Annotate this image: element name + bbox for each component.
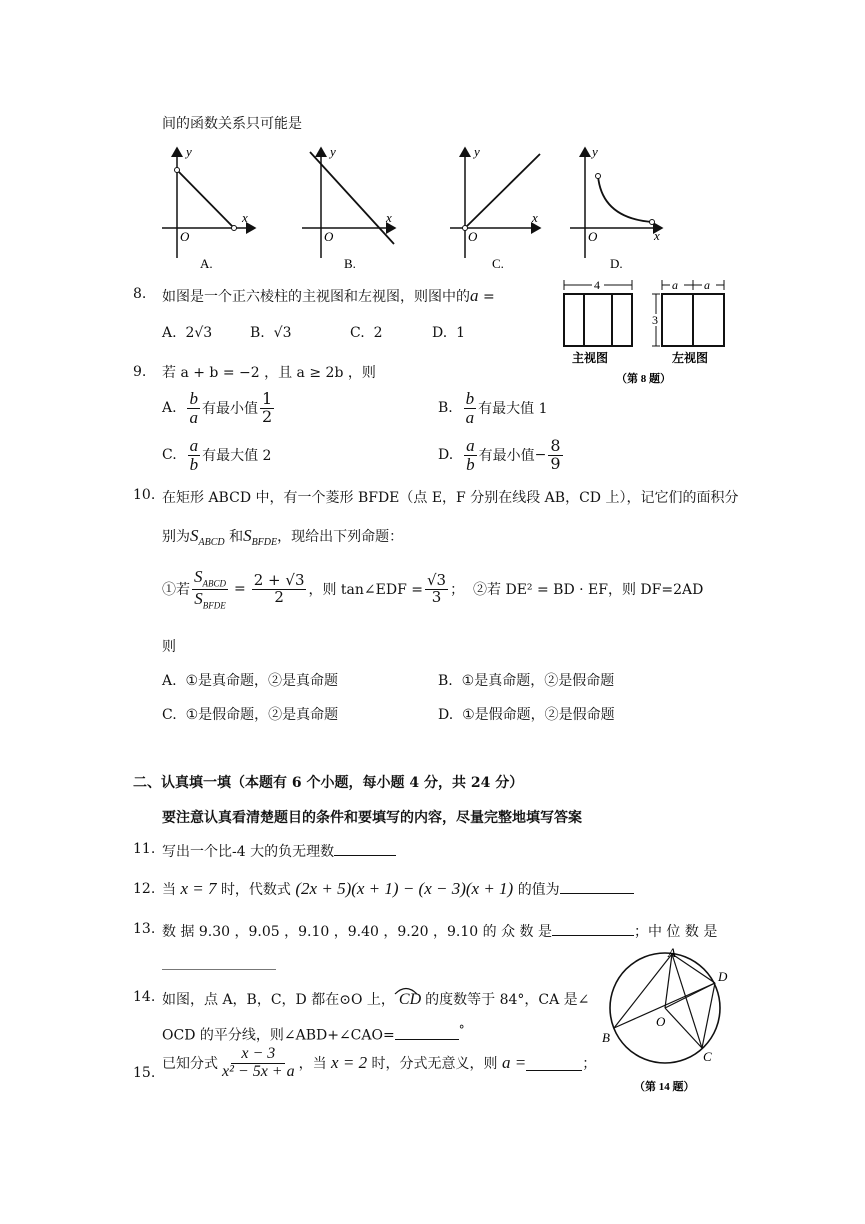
origin-label: O <box>468 229 478 244</box>
q12-number: 12. <box>133 881 156 897</box>
q10-then: 则 <box>162 639 176 655</box>
q10-propositions: ①若 $\frac{S_{ABCD}}{S_{BFDE}}$ = $\frac{2 + √3}{2}$ ，则 tan∠EDF = $\frac{√3}{3}$ ； ②若 DE² = BD · EF，则 DF=2AD <box>162 567 704 611</box>
axis-y-label: y <box>330 144 336 159</box>
option-b-label: B. <box>344 256 356 270</box>
q10-option-b: B. ①是真命题，②是假命题 <box>438 673 615 689</box>
point-b: B <box>602 1030 610 1045</box>
q8-options <box>162 325 502 341</box>
point-d: D <box>718 969 728 984</box>
axis-y-label: y <box>186 144 192 159</box>
axis-x-label: x <box>532 210 538 225</box>
side-view-label: 左视图 <box>672 351 709 365</box>
q12-text: 当 x = 7 时，代数式 (2x + 5)(x + 1) − (x − 3)(x + 1) 的值为 <box>162 879 634 899</box>
option-c-label: C. <box>492 256 504 270</box>
q14-line2: OCD 的平分线，则∠ABD+∠CAO= ° <box>162 1023 465 1044</box>
q10-line1: 在矩形 ABCD 中，有一个菱形 BFDE（点 E，F 分别在线段 AB，CD 上），记它们的面积分 <box>162 490 739 506</box>
q9-option-a: A. $\frac{b}{a}$ 有最小值 $\frac{1}{2}$ <box>162 389 273 427</box>
origin-label: O <box>180 229 190 244</box>
dim-left: 3 <box>652 313 658 327</box>
graph-d <box>570 144 662 270</box>
q10-number: 10. <box>133 487 156 503</box>
axis-x-label: x <box>654 228 660 243</box>
answer-blank[interactable] <box>395 1025 459 1040</box>
q13-blank2 <box>162 955 276 974</box>
option-a-label: A. <box>200 256 213 270</box>
q8-option-b: B. √3 <box>250 325 292 341</box>
q10-option-a: A. ①是真命题，②是真命题 <box>162 673 339 689</box>
q8-figure <box>556 276 736 388</box>
origin-label: O <box>588 229 598 244</box>
q9-number: 9. <box>133 364 147 380</box>
point-a: A <box>668 948 676 960</box>
q9-option-d: D. $\frac{a}{b}$ 有最小值 − $\frac{8}{9}$ <box>438 436 561 474</box>
q15-number: 15. <box>133 1065 156 1081</box>
axis-y-label: y <box>474 144 480 159</box>
q8-caption: （第 8 题） <box>616 373 671 385</box>
q9-condition: 若 a + b = −2 ，且 a ≥ 2b ，则 <box>162 365 376 381</box>
q10-line2: 别为$S_{ABCD}$ 和$S_{BFDE}$，现给出下列命题： <box>162 526 404 548</box>
q14-line1: 如图，点 A，B，C，D 都在⊙O 上， CD 的度数等于 84°，CA 是∠ <box>162 989 589 1009</box>
q7-text: 间的函数关系只可能是 <box>162 116 302 132</box>
graph-b <box>302 144 395 270</box>
q11-text: 写出一个比-4 大的负无理数 <box>162 841 396 861</box>
q7-graphs <box>150 140 670 270</box>
answer-blank[interactable] <box>334 841 396 856</box>
origin-label: O <box>324 229 334 244</box>
section2-note: 要注意认真看清楚题目的条件和要填写的内容，尽量完整地填写答案 <box>162 810 582 826</box>
q9-option-c: C. $\frac{a}{b}$ 有最大值 2 <box>162 436 272 474</box>
q9-option-b: B. $\frac{b}{a}$ 有最大值 1 <box>438 389 548 427</box>
arc-symbol-icon <box>394 985 418 995</box>
point-o: O <box>656 1014 666 1029</box>
q8-text: 如图是一个正六棱柱的主视图和左视图，则图中的a = <box>162 286 495 305</box>
axis-y-label: y <box>592 144 598 159</box>
q8-option-a: A. 2√3 <box>162 325 213 341</box>
q14-caption: （第 14 题） <box>634 1081 695 1093</box>
q13-text: 数 据 9.30 ，9.05 ，9.10 ，9.40 ，9.20 ，9.10 的 众 数 是 ；中 位 数 是 <box>162 921 717 941</box>
q8-option-c: C. 2 <box>350 325 383 341</box>
answer-blank[interactable] <box>162 955 276 970</box>
dim-a1: a <box>672 278 678 292</box>
point-c: C <box>703 1049 712 1064</box>
front-view-label: 主视图 <box>572 351 609 365</box>
q14-number: 14. <box>133 989 156 1005</box>
option-d-label: D. <box>610 256 623 270</box>
section2-title: 二、认真填一填（本题有 6 个小题，每小题 4 分，共 24 分） <box>133 775 524 791</box>
graph-c <box>450 144 540 270</box>
answer-blank[interactable] <box>526 1056 582 1071</box>
dim-a2: a <box>704 278 710 292</box>
q8-option-d: D. 1 <box>432 325 466 341</box>
q10-option-d: D. ①是假命题，②是假命题 <box>438 707 615 723</box>
answer-blank[interactable] <box>560 879 634 894</box>
q15-text: 已知分式 $\frac{x - 3}{\text{x² − 5x + a}}$ ，当 x = 2 时，分式无意义，则 a = ； <box>162 1045 597 1080</box>
q13-number: 13. <box>133 921 156 937</box>
axis-x-label: x <box>386 210 392 225</box>
dim-top: 4 <box>594 278 600 292</box>
q11-number: 11. <box>133 841 156 857</box>
graph-a <box>162 144 255 270</box>
answer-blank[interactable] <box>552 921 634 936</box>
q8-number: 8. <box>133 286 147 302</box>
q10-option-c: C. ①是假命题，②是真命题 <box>162 707 339 723</box>
axis-x-label: x <box>242 210 248 225</box>
q14-figure <box>600 948 740 1098</box>
